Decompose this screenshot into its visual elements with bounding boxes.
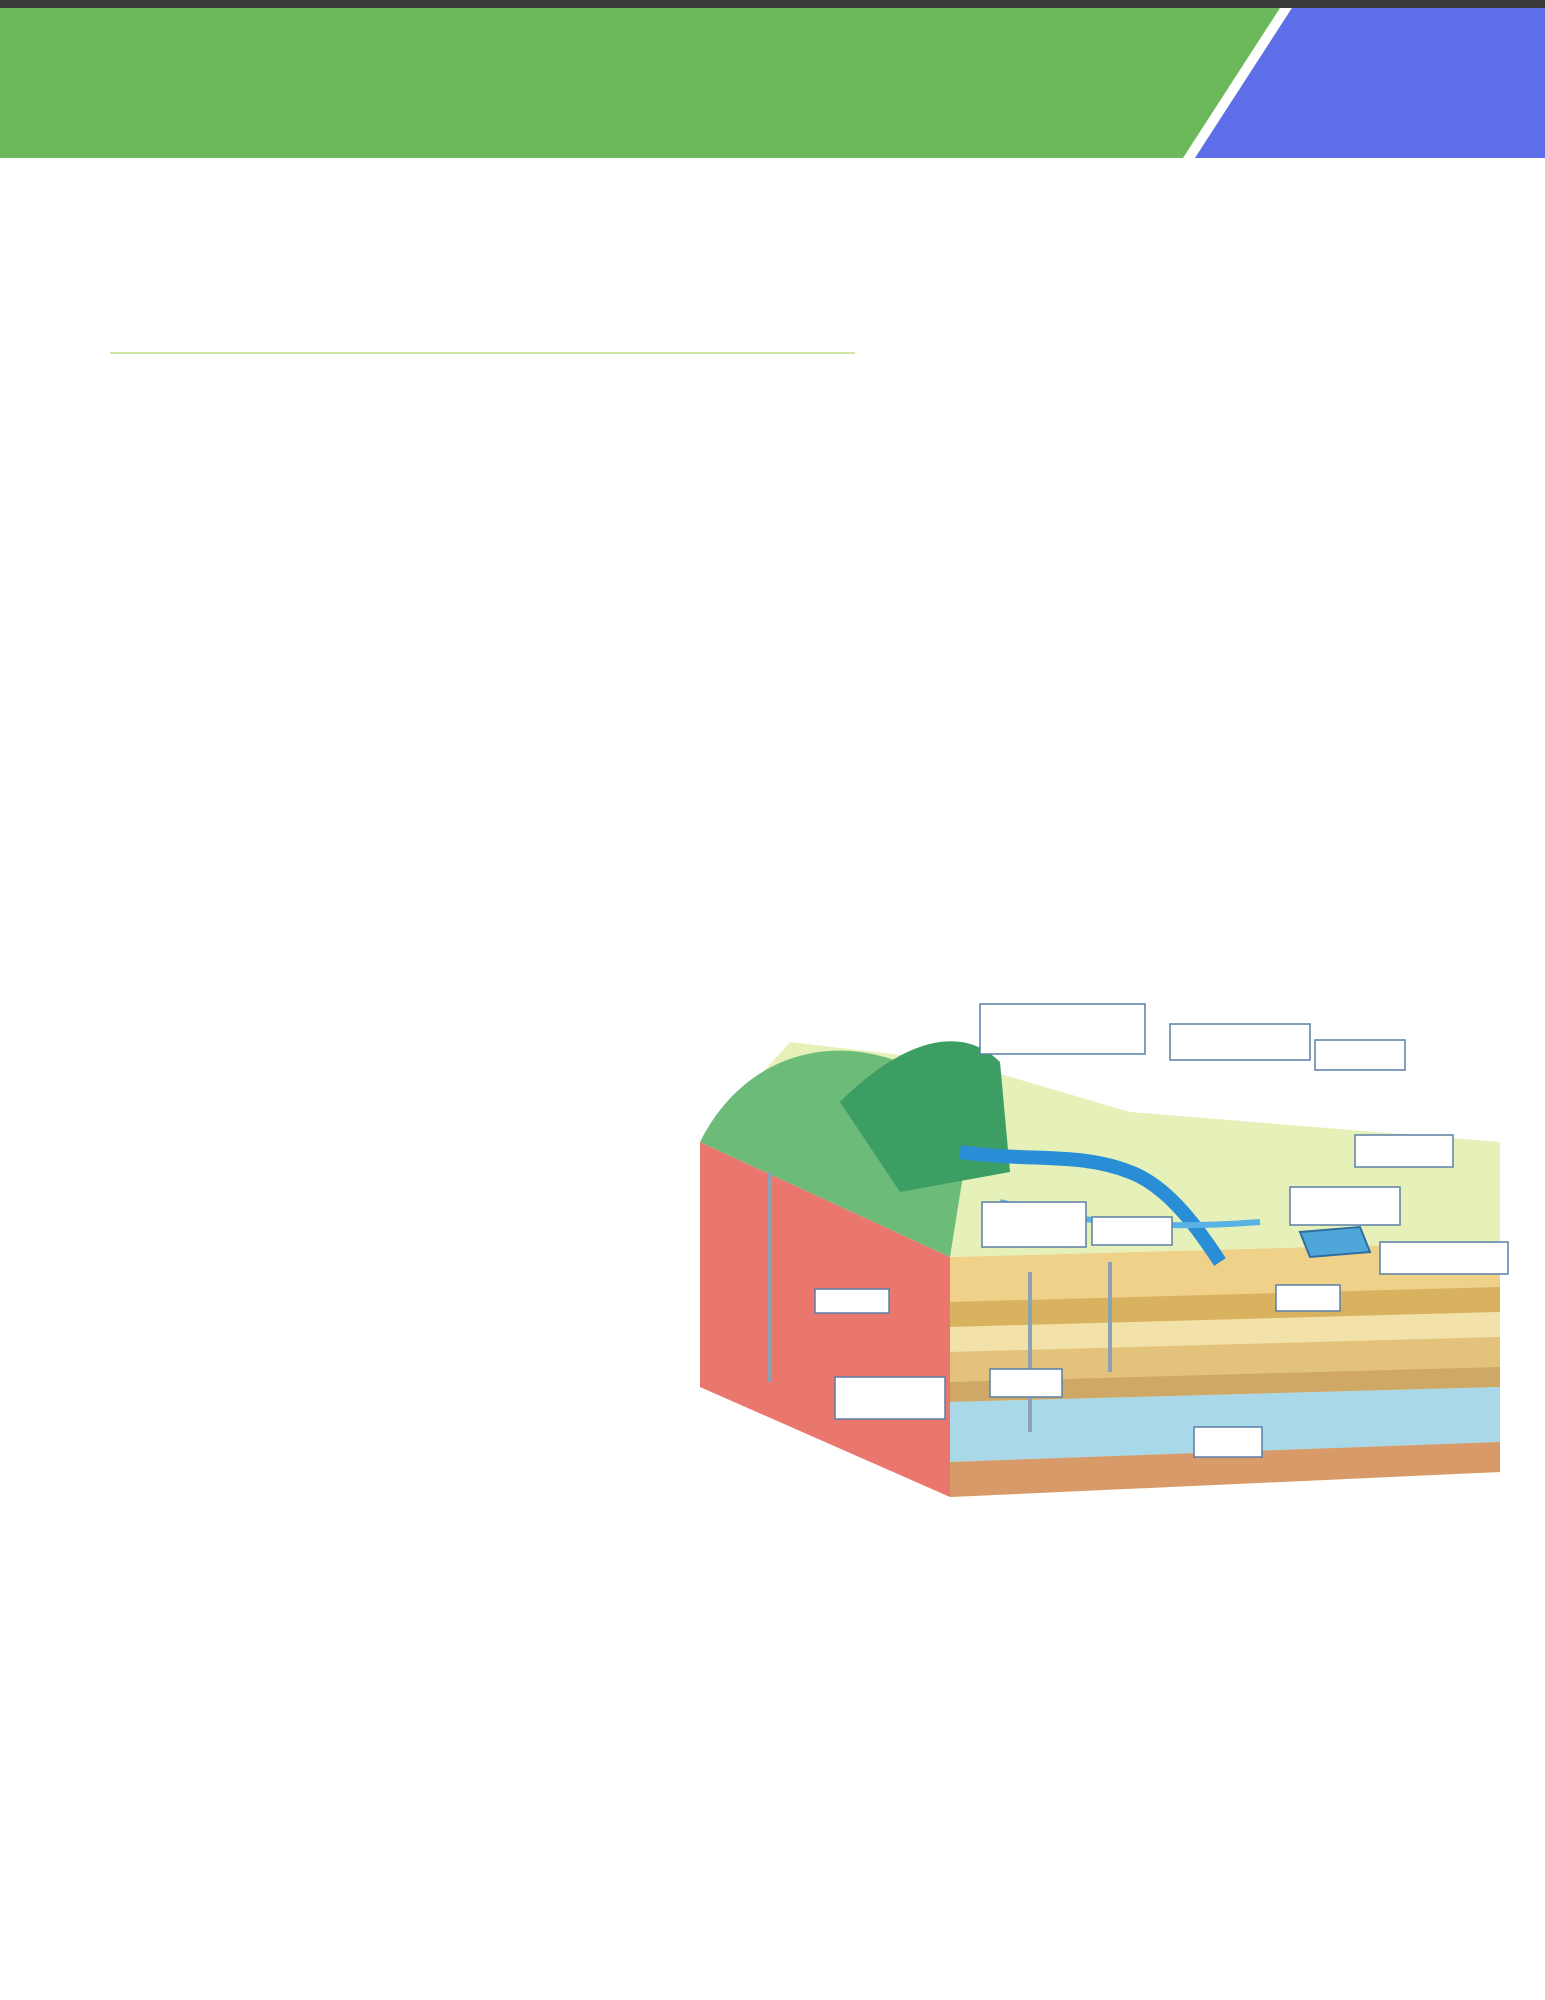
top-dark-bar	[0, 0, 1545, 8]
recharge-pond	[1300, 1227, 1370, 1257]
header-banner	[0, 8, 1545, 158]
paragraph-1	[110, 458, 742, 464]
author-divider	[110, 352, 855, 354]
aquifer-recharge-diagram	[700, 1002, 1510, 1507]
